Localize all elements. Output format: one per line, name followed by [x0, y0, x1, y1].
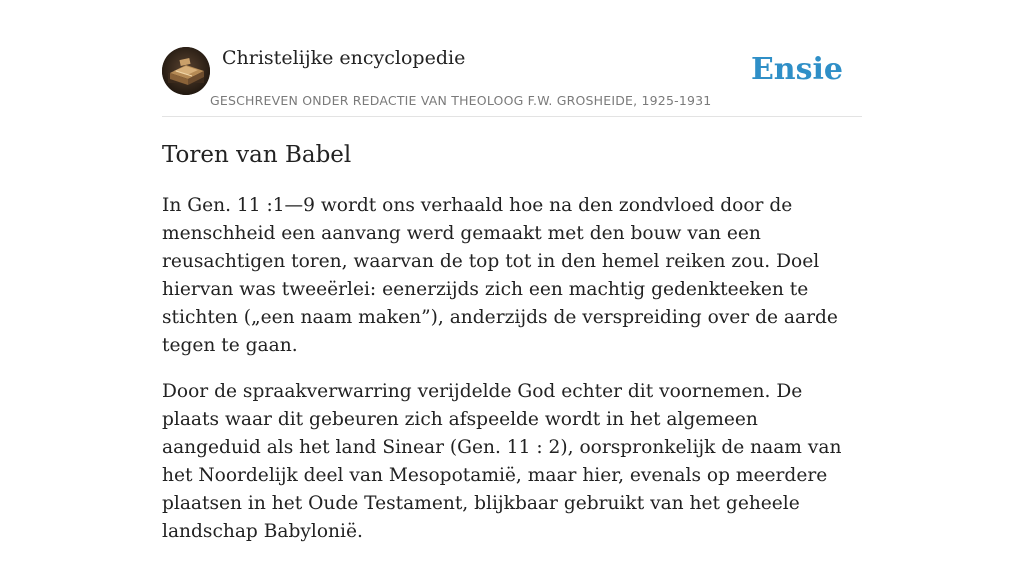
- brand-logo[interactable]: Ensie: [750, 52, 843, 87]
- article-title: Toren van Babel: [162, 142, 352, 168]
- source-title[interactable]: Christelijke encyclopedie: [222, 47, 466, 69]
- article-paragraph: In Gen. 11 :1—9 wordt ons verhaald hoe na den zondvloed door de menschheid een aanvang werd gemaakt met den bouw van een reusachtigen toren, waarvan de top tot in den hemel reiken zou. Doel hiervan was tweeërlei: eenerzijds zich een machtig gedenkteeken te stichten („een naam maken”), anderzijds de verspreiding over de aarde tegen te gaan.: [162, 195, 838, 356]
- source-avatar[interactable]: [162, 47, 210, 95]
- article-body: [162, 192, 862, 564]
- source-header: [162, 46, 862, 117]
- book-photo-icon: [162, 47, 210, 95]
- source-subtitle: GESCHREVEN ONDER REDACTIE VAN THEOLOOG F.W. GROSHEIDE, 1925-1931: [210, 93, 712, 108]
- article-paragraph: Door de spraakverwarring verijdelde God echter dit voornemen. De plaats waar dit gebeuren zich afspeelde wordt in het algemeen aangeduid als het land Sinear (Gen. 11 : 2), oorspronkelijk de naam van het Noordelijk deel van Mesopotamië, maar hier, evenals op meerdere plaatsen in het Oude Testament, blijkbaar gebruikt van het geheele landschap Babylonië.: [162, 381, 842, 542]
